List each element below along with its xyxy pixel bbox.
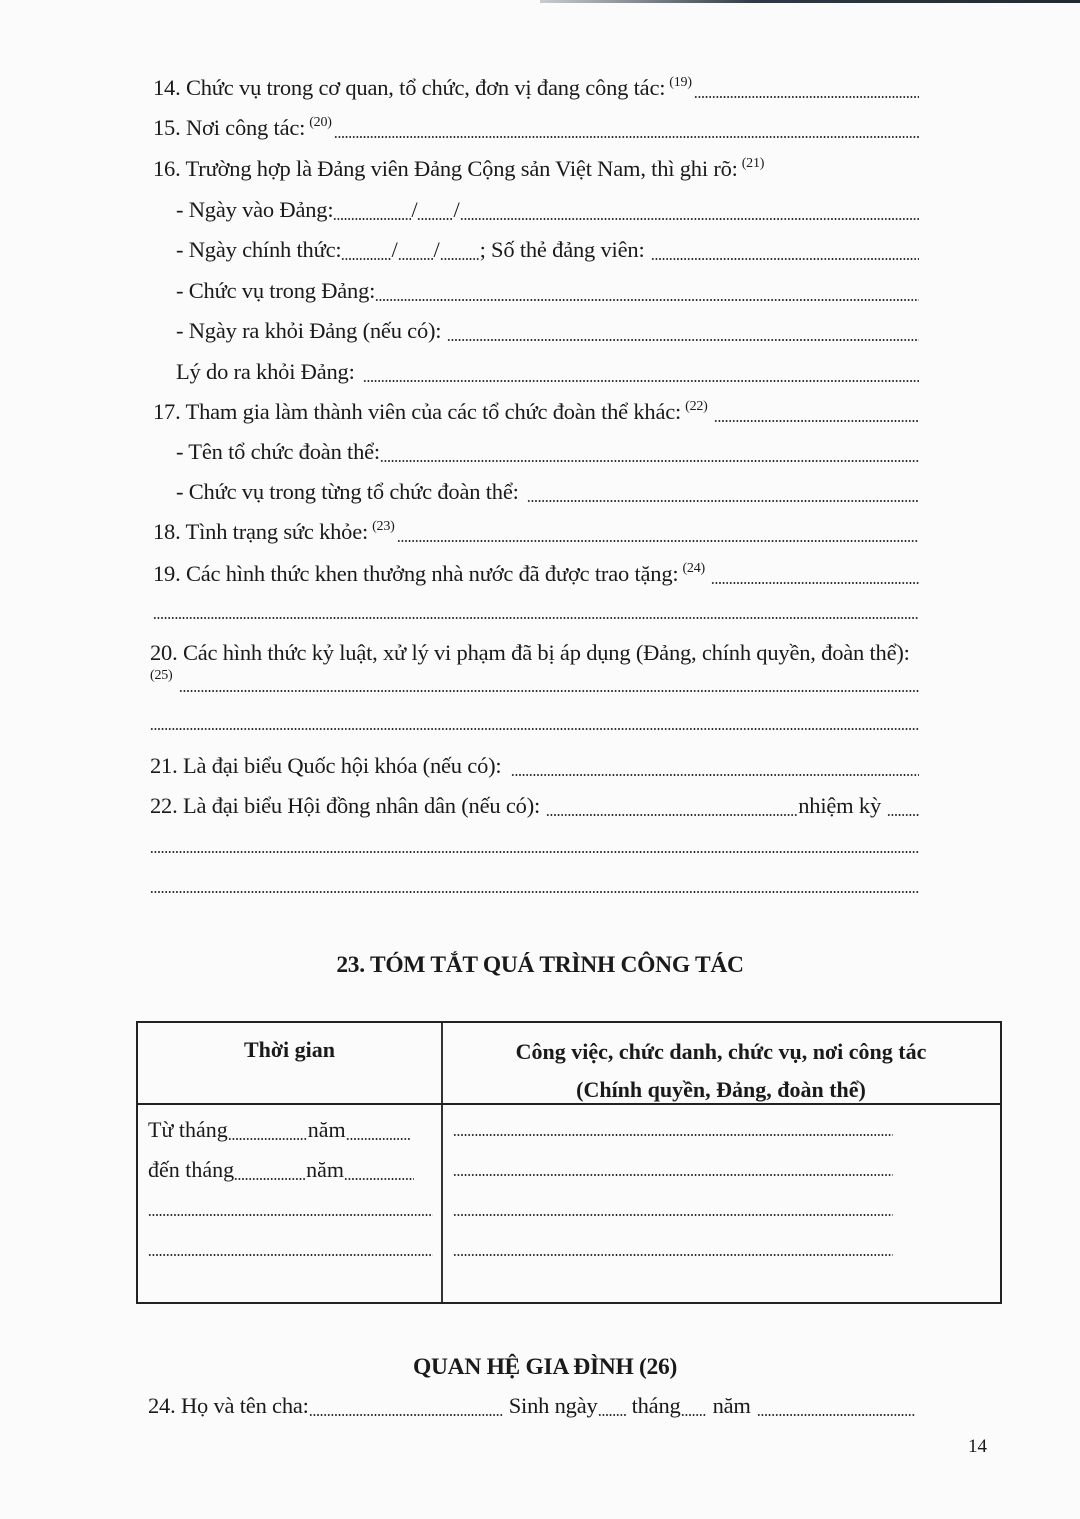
item-21-label: 21. Là đại biểu Quốc hội khóa (nếu có): xyxy=(150,753,502,778)
item-15-label: 15. Nơi công tác: xyxy=(153,115,306,140)
party-join-month-field[interactable] xyxy=(417,200,453,220)
party-join-year-field[interactable] xyxy=(460,200,919,220)
table-row-work-2 xyxy=(453,1156,893,1180)
item-22-continuation-1 xyxy=(150,833,919,857)
item-22-fill-field-2[interactable] xyxy=(150,833,919,853)
father-birth-year-label: năm xyxy=(712,1393,751,1418)
father-birth-day-label: Sinh ngày xyxy=(508,1393,598,1418)
item-14-fill-field[interactable] xyxy=(694,78,919,98)
item-20-discipline xyxy=(150,639,910,667)
date-separator: / xyxy=(453,197,460,222)
table-row-work-3 xyxy=(453,1196,893,1220)
item-17-label: 17. Tham gia làm thành viên của các tổ chức đoàn thể khác: xyxy=(153,399,682,424)
item-15-fill-field[interactable] xyxy=(334,118,919,138)
footnote-ref-19: (19) xyxy=(669,75,692,90)
org-position-label: - Chức vụ trong từng tổ chức đoàn thể: xyxy=(176,479,519,504)
footnote-ref-21: (21) xyxy=(741,156,765,171)
work-field-1[interactable] xyxy=(453,1116,893,1136)
item-24-father xyxy=(148,1392,916,1420)
to-month-label: đến tháng xyxy=(148,1157,235,1182)
item-22-fill-field-3[interactable] xyxy=(150,873,919,893)
party-card-number-field[interactable] xyxy=(651,240,920,260)
item-17-organizations xyxy=(153,398,919,426)
table-row-work-1 xyxy=(453,1116,893,1140)
table-row-work-4 xyxy=(453,1236,893,1260)
item-19-fill-field-2[interactable] xyxy=(153,599,919,619)
item-20-fill-row xyxy=(150,668,919,696)
table-row-time-3 xyxy=(148,1196,433,1220)
item-16-label: 16. Trường hợp là Đảng viên Đảng Cộng sản Việt Nam, thì ghi rõ: xyxy=(153,156,738,181)
item-22-term-field[interactable] xyxy=(887,796,919,816)
party-position-row xyxy=(176,277,919,305)
item-19-continuation xyxy=(153,599,919,623)
footnote-ref-22: (22) xyxy=(685,399,708,414)
item-17-fill-field[interactable] xyxy=(714,402,919,422)
from-month-label: Từ tháng xyxy=(148,1117,228,1142)
to-month-field[interactable] xyxy=(234,1160,306,1180)
item-20-label: 20. Các hình thức kỷ luật, xử lý vi phạm đã bị áp dụng (Đảng, chính quyền, đoàn thể): xyxy=(150,640,910,665)
item-22-label: 22. Là đại biểu Hội đồng nhân dân (nếu có): xyxy=(150,793,541,818)
party-position-label: - Chức vụ trong Đảng: xyxy=(176,278,376,303)
work-history-table xyxy=(136,1021,1002,1304)
work-field-4[interactable] xyxy=(453,1236,893,1256)
item-18-label: 18. Tình trạng sức khỏe: xyxy=(153,519,369,544)
party-leave-reason-label: Lý do ra khỏi Đảng: xyxy=(176,359,355,384)
item-22-peoples-council xyxy=(150,792,919,820)
work-history-title: 23. TÓM TẮT QUÁ TRÌNH CÔNG TÁC xyxy=(336,952,744,978)
father-birth-month-field[interactable] xyxy=(681,1396,707,1416)
item-18-fill-field[interactable] xyxy=(397,522,919,542)
item-20-continuation xyxy=(150,710,919,734)
item-14-label: 14. Chức vụ trong cơ quan, tổ chức, đơn vị đang công tác: xyxy=(153,75,666,100)
party-leave-date-row xyxy=(176,317,919,345)
to-year-field[interactable] xyxy=(344,1160,414,1180)
from-month-field[interactable] xyxy=(228,1120,308,1140)
org-name-label: - Tên tổ chức đoàn thể: xyxy=(176,439,380,464)
party-leave-date-field[interactable] xyxy=(447,321,919,341)
party-official-date-row xyxy=(176,236,919,264)
father-name-field[interactable] xyxy=(309,1396,503,1416)
party-position-field[interactable] xyxy=(375,281,919,301)
father-name-label: 24. Họ và tên cha: xyxy=(148,1393,309,1418)
party-official-month-field[interactable] xyxy=(398,240,434,260)
org-name-row xyxy=(176,438,919,466)
org-position-field[interactable] xyxy=(527,482,919,502)
date-separator: / xyxy=(433,237,440,262)
page-number: 14 xyxy=(968,1436,987,1457)
item-21-fill-field[interactable] xyxy=(511,756,919,776)
party-leave-reason-field[interactable] xyxy=(363,362,919,382)
to-year-label: năm xyxy=(306,1157,345,1182)
party-official-day-field[interactable] xyxy=(341,240,391,260)
footnote-ref-25: (25) xyxy=(150,668,173,683)
column-header-time: Thời gian xyxy=(243,1037,336,1062)
party-official-date-label: - Ngày chính thức: xyxy=(176,237,342,262)
time-field-4[interactable] xyxy=(148,1236,433,1256)
date-separator: / xyxy=(391,237,398,262)
from-year-field[interactable] xyxy=(346,1120,410,1140)
item-21-national-assembly xyxy=(150,752,919,780)
item-22-continuation-2 xyxy=(150,873,919,897)
party-join-day-field[interactable] xyxy=(333,200,411,220)
footnote-ref-23: (23) xyxy=(372,519,395,534)
item-19-label: 19. Các hình thức khen thưởng nhà nước đã được trao tặng: xyxy=(153,561,679,586)
father-birth-month-label: tháng xyxy=(631,1393,681,1418)
column-header-work-sub: (Chính quyền, Đảng, đoàn thể) xyxy=(576,1077,866,1102)
item-19-awards xyxy=(153,560,919,588)
time-field-3[interactable] xyxy=(148,1196,433,1216)
item-15-workplace xyxy=(153,114,919,142)
date-separator: / xyxy=(411,197,418,222)
item-20-fill-field-2[interactable] xyxy=(150,710,919,730)
from-year-label: năm xyxy=(307,1117,346,1142)
party-official-year-field[interactable] xyxy=(440,240,480,260)
party-card-number-label: ; Số thẻ đảng viên: xyxy=(479,237,645,262)
item-14-position xyxy=(153,74,919,102)
item-19-fill-field[interactable] xyxy=(711,564,919,584)
item-16-party-member xyxy=(153,155,766,183)
column-header-work: Công việc, chức danh, chức vụ, nơi công tác xyxy=(515,1039,927,1064)
table-row-to xyxy=(148,1156,430,1184)
table-row-from xyxy=(148,1116,430,1144)
org-position-row xyxy=(176,478,919,506)
item-22-term-label: nhiệm kỳ xyxy=(798,793,881,818)
item-20-fill-field[interactable] xyxy=(179,672,919,692)
party-join-date-row xyxy=(176,196,919,224)
work-field-3[interactable] xyxy=(453,1196,893,1216)
item-22-fill-field[interactable] xyxy=(546,796,798,816)
party-join-date-label: - Ngày vào Đảng: xyxy=(176,197,334,222)
father-birth-year-field[interactable] xyxy=(757,1396,916,1416)
footnote-ref-24: (24) xyxy=(682,561,705,576)
family-relations-title: QUAN HỆ GIA ĐÌNH (26) xyxy=(413,1354,677,1380)
org-name-field[interactable] xyxy=(380,442,919,462)
father-birth-day-field[interactable] xyxy=(598,1396,626,1416)
item-18-health xyxy=(153,518,919,546)
party-leave-date-label: - Ngày ra khỏi Đảng (nếu có): xyxy=(176,318,442,343)
work-field-2[interactable] xyxy=(453,1156,893,1176)
footnote-ref-20: (20) xyxy=(309,115,332,130)
party-leave-reason-row xyxy=(176,358,919,386)
table-row-time-4 xyxy=(148,1236,433,1260)
